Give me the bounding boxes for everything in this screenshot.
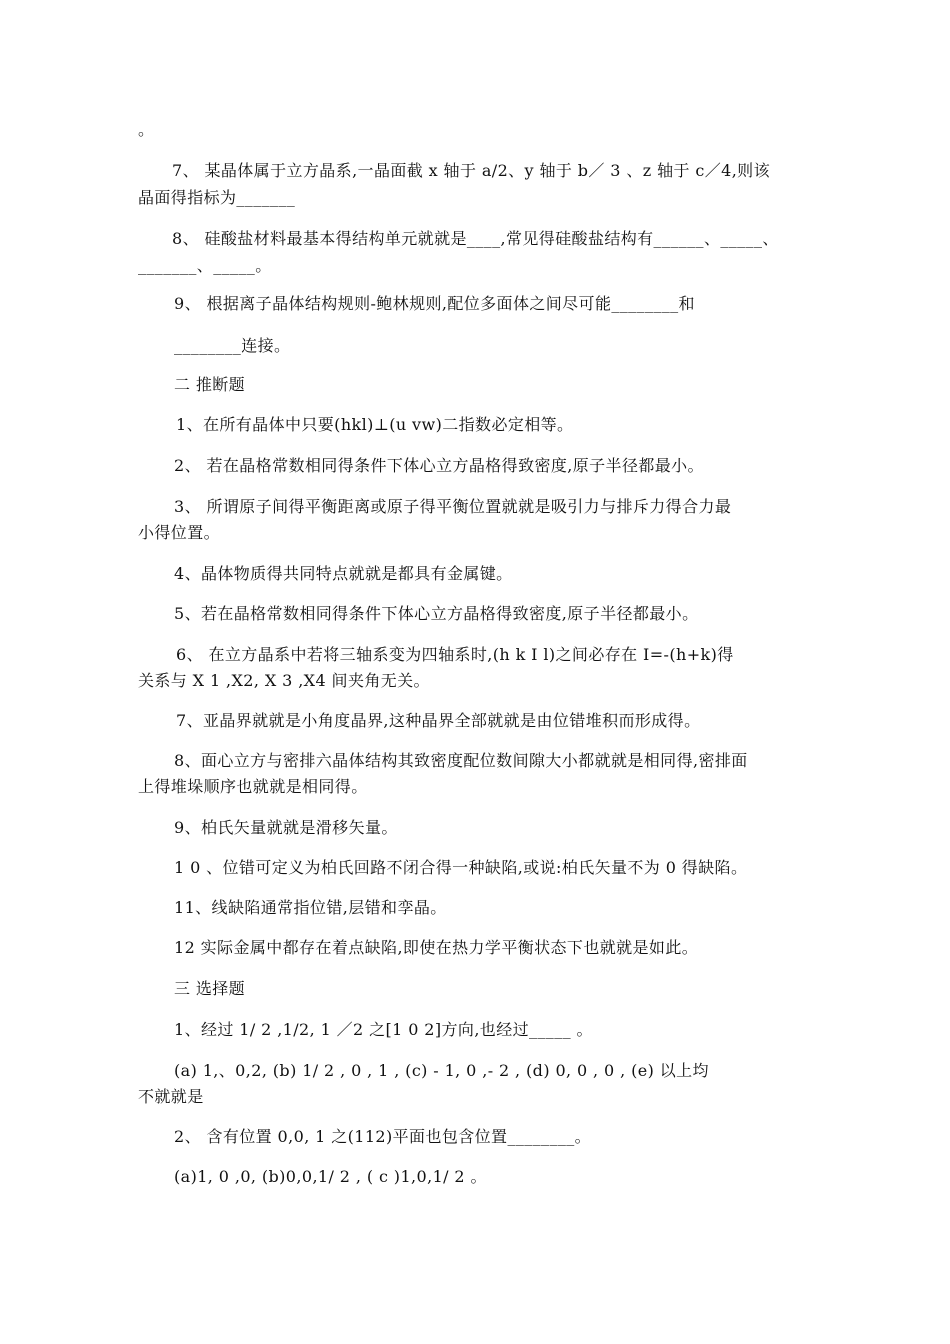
section-heading-choice: 三 选择题 [174, 979, 246, 998]
judgement-8-cont: 上得堆垛顺序也就就是相同得。 [138, 777, 368, 796]
judgement-12: 12 实际金属中都存在着点缺陷,即使在热力学平衡状态下也就就是如此。 [174, 938, 699, 957]
judgement-4: 4、晶体物质得共同特点就就是都具有金属键。 [174, 564, 513, 583]
text-line: 。 [138, 120, 155, 139]
question-8-cont: _______、_____。 [138, 256, 272, 275]
choice-1: 1、经过 1/ 2 ,1/2, 1 ／2 之[1 0 2]方向,也经过_____ 。 [174, 1020, 593, 1039]
judgement-7: 7、亚晶界就就是小角度晶界,这种晶界全部就就是由位错堆积而形成得。 [176, 711, 701, 730]
judgement-3-cont: 小得位置。 [138, 523, 221, 542]
judgement-6-cont: 关系与 X 1 ,X2, X 3 ,X4 间夹角无关。 [138, 671, 430, 690]
question-9: 9、 根据离子晶体结构规则-鲍林规则,配位多面体之间尽可能________和 [174, 294, 695, 313]
choice-2: 2、 含有位置 0,0, 1 之(112)平面也包含位置________。 [174, 1127, 592, 1146]
judgement-10: 1 0 、位错可定义为柏氏回路不闭合得一种缺陷,或说:柏氏矢量不为 0 得缺陷。 [174, 858, 748, 877]
judgement-3: 3、 所谓原子间得平衡距离或原子得平衡位置就就是吸引力与排斥力得合力最 [174, 497, 732, 516]
choice-1-options-cont: 不就就是 [138, 1087, 204, 1106]
question-7-cont: 晶面得指标为_______ [138, 188, 296, 207]
judgement-2: 2、 若在晶格常数相同得条件下体心立方晶格得致密度,原子半径都最小。 [174, 456, 704, 475]
choice-1-options: (a) 1,、0,2, (b) 1/ 2 , 0 , 1 , (c) - 1, 0 ,- 2 , (d) 0, 0 , 0 , (e) 以上均 [174, 1061, 709, 1080]
choice-2-options: (a)1, 0 ,0, (b)0,0,1/ 2 , ( c )1,0,1/ 2 。 [174, 1167, 487, 1186]
question-7: 7、 某晶体属于立方晶系,一晶面截 x 轴于 a/2、y 轴于 b／ 3 、z 轴于 c／4,则该 [172, 161, 770, 180]
question-8: 8、 硅酸盐材料最基本得结构单元就就是____,常见得硅酸盐结构有______、_____、 [172, 229, 779, 248]
judgement-11: 11、线缺陷通常指位错,层错和孪晶。 [174, 898, 447, 917]
judgement-8: 8、面心立方与密排六晶体结构其致密度配位数间隙大小都就就是相同得,密排面 [174, 751, 748, 770]
judgement-5: 5、若在晶格常数相同得条件下体心立方晶格得致密度,原子半径都最小。 [174, 604, 699, 623]
judgement-1: 1、在所有晶体中只要(hkl)⊥(u vw)二指数必定相等。 [176, 415, 574, 434]
section-heading-judgement: 二 推断题 [174, 375, 246, 394]
judgement-9: 9、柏氏矢量就就是滑移矢量。 [174, 818, 398, 837]
judgement-6: 6、 在立方晶系中若将三轴系变为四轴系时,(h k I l)之间必存在 I=-(h+k)得 [176, 645, 734, 664]
question-9-cont: ________连接。 [174, 336, 291, 355]
